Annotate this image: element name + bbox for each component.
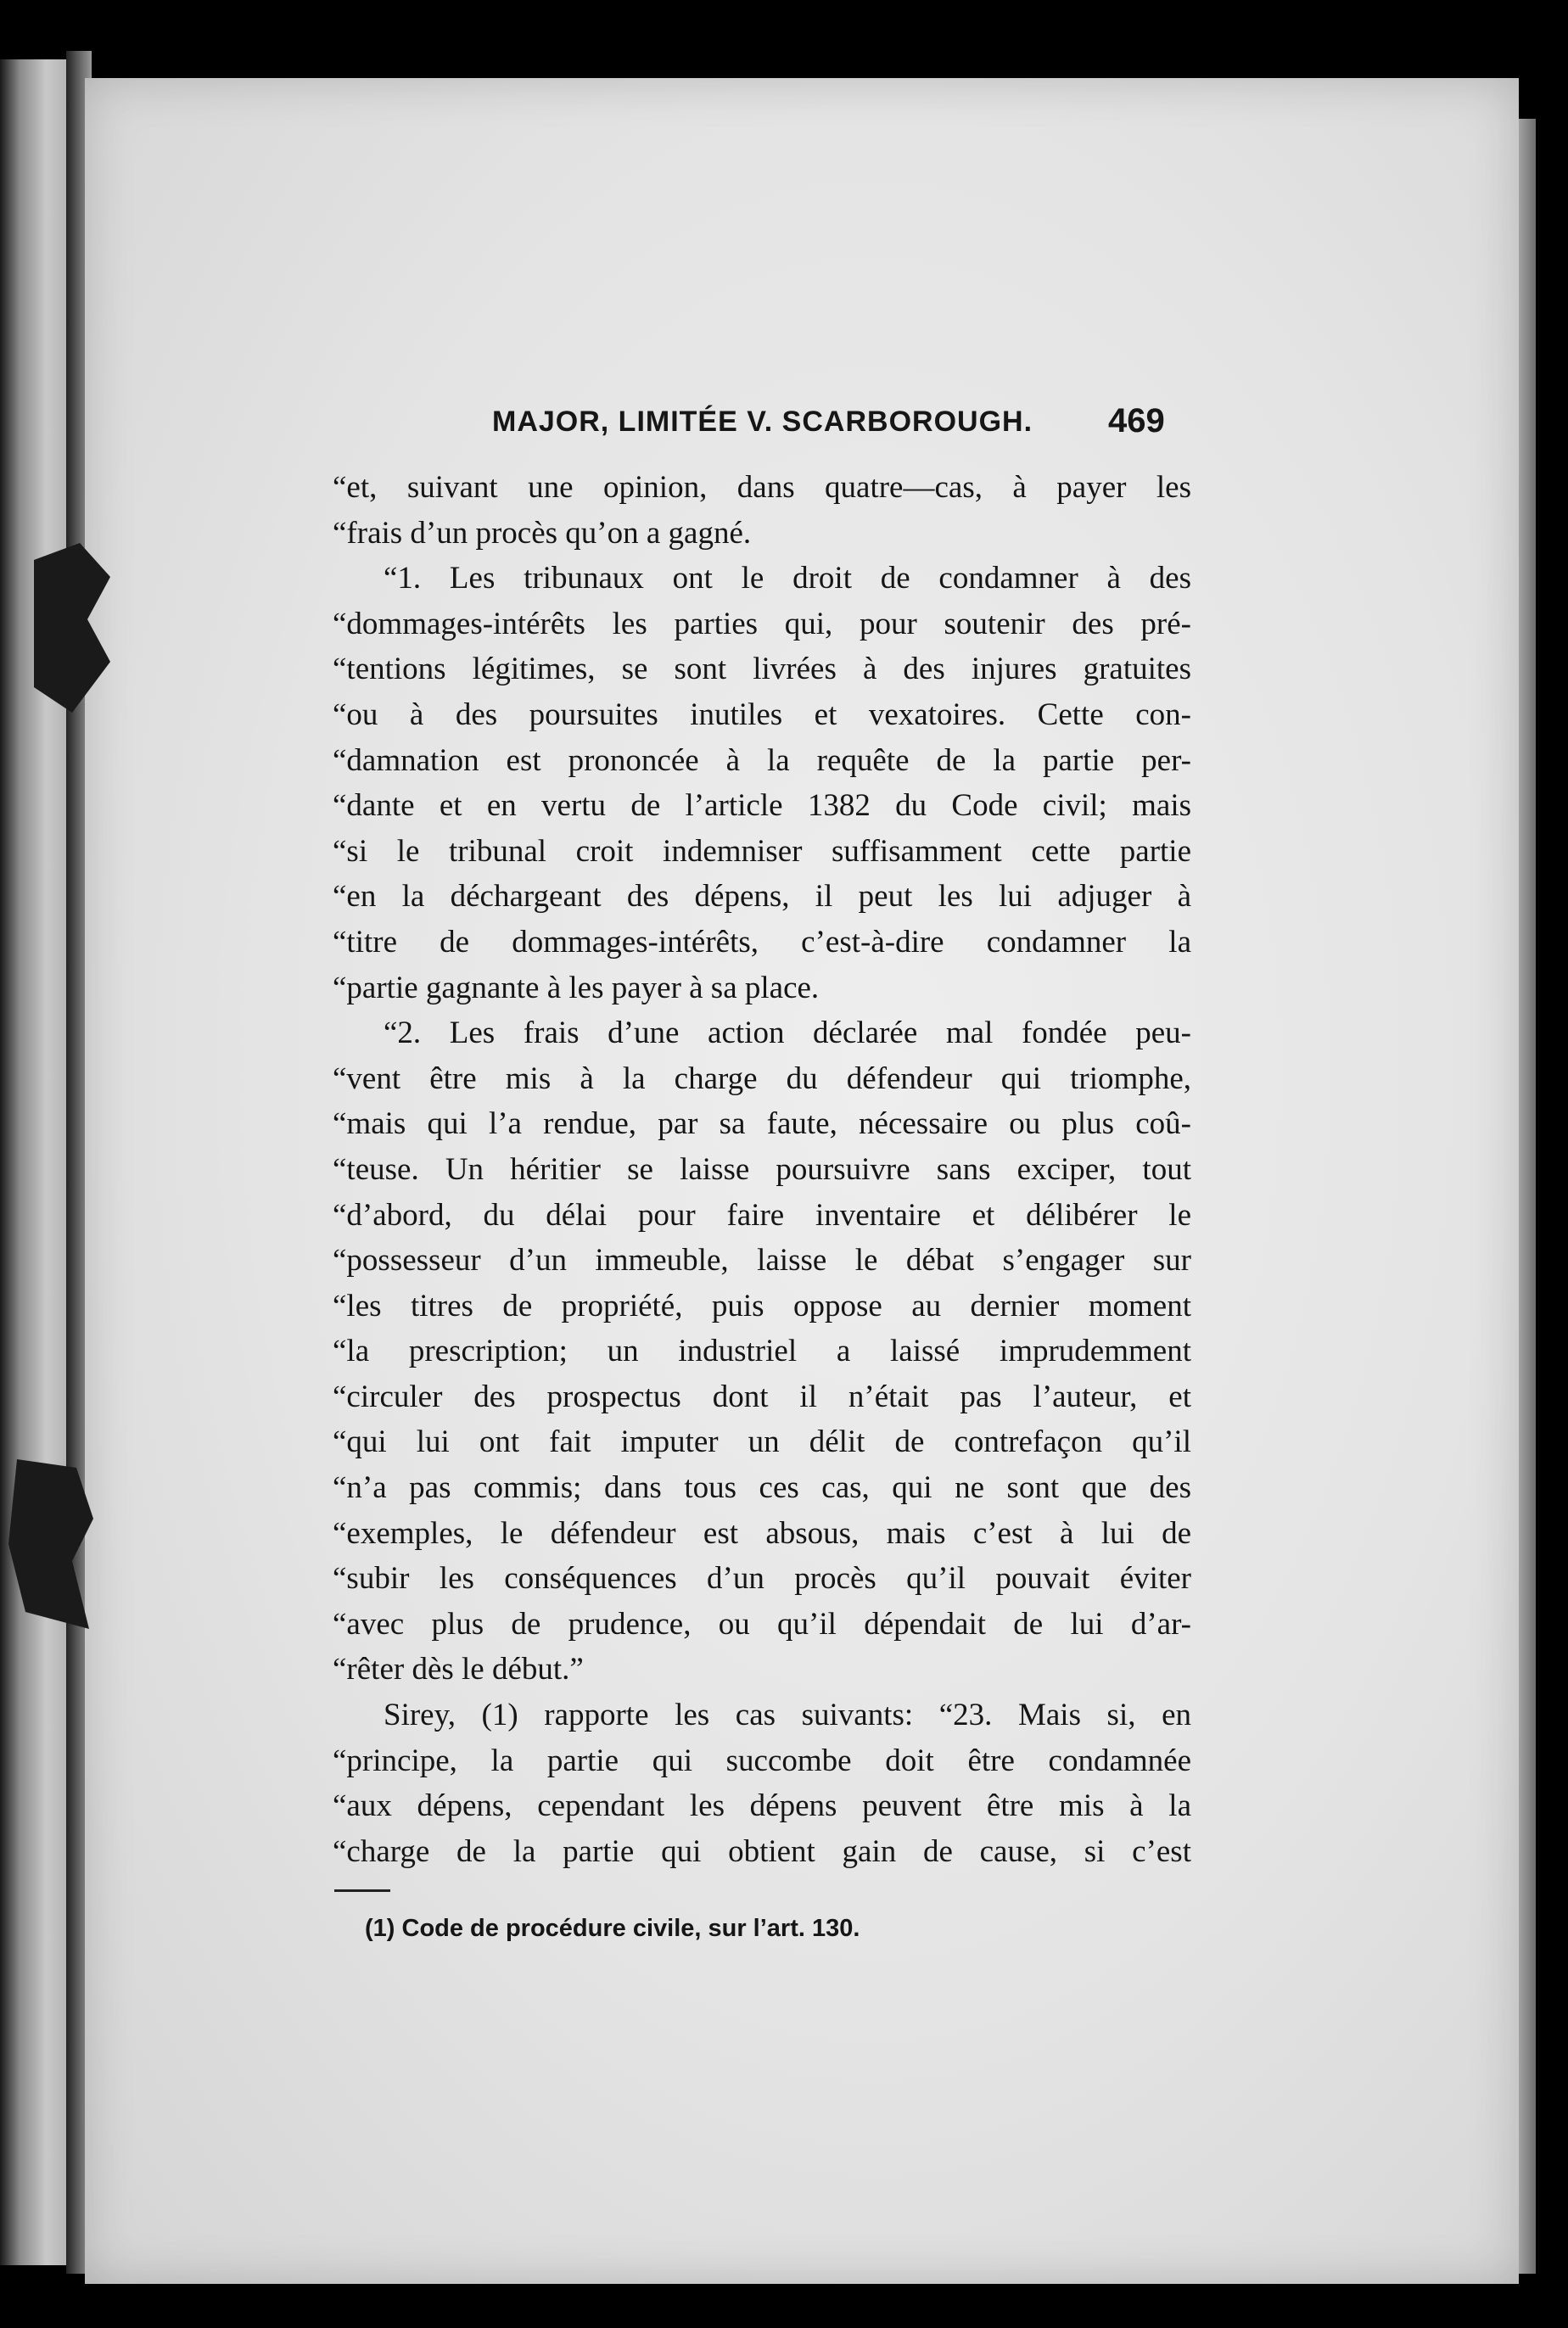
footnote-rule bbox=[334, 1889, 390, 1892]
text-line: “titre de dommages-intérêts, c’est-à-dire condamner la bbox=[333, 924, 1191, 960]
text-line: “subir les conséquences d’un procès qu’il pouvait éviter bbox=[333, 1561, 1191, 1597]
text-line: “exemples, le défendeur est absous, mais c’est à lui de bbox=[333, 1515, 1191, 1551]
text-line: “la prescription; un industriel a laissé imprudemment bbox=[333, 1334, 1191, 1369]
footnote: (1) Code de procédure civile, sur l’art. 130. bbox=[365, 1915, 860, 1943]
text-lines bbox=[333, 465, 1191, 1874]
text-line: “charge de la partie qui obtient gain de cause, si c’est bbox=[333, 1833, 1191, 1869]
running-head: MAJOR, LIMITÉE V. SCARBOROUGH. bbox=[492, 406, 1033, 438]
body-text bbox=[333, 465, 1191, 1946]
text-line: “avec plus de prudence, ou qu’il dépendait de lui d’ar- bbox=[333, 1606, 1191, 1642]
text-line: “possesseur d’un immeuble, laisse le débat s’engager sur bbox=[333, 1243, 1191, 1279]
text-line: “rêter dès le début.” bbox=[333, 1652, 584, 1687]
text-line: “frais d’un procès qu’on a gagné. bbox=[333, 515, 752, 551]
text-line: “damnation est prononcée à la requête de la partie per- bbox=[333, 742, 1191, 778]
text-line: “les titres de propriété, puis oppose au dernier moment bbox=[333, 1288, 1191, 1323]
text-line: “en la déchargeant des dépens, il peut les lui adjuger à bbox=[333, 879, 1191, 915]
text-line: Sirey, (1) rapporte les cas suivants: “23. Mais si, en bbox=[384, 1698, 1191, 1733]
text-line: “et, suivant une opinion, dans quatre—cas, à payer les bbox=[333, 470, 1191, 505]
text-line: “partie gagnante à les payer à sa place. bbox=[333, 970, 820, 1005]
text-line: “1. Les tribunaux ont le droit de condamner à des bbox=[384, 561, 1191, 596]
text-line: “n’a pas commis; dans tous ces cas, qui ne sont que des bbox=[333, 1470, 1191, 1506]
text-line: “aux dépens, cependant les dépens peuvent être mis à la bbox=[333, 1788, 1191, 1824]
text-line: “principe, la partie qui succombe doit être condamnée bbox=[333, 1743, 1191, 1778]
page-number: 469 bbox=[1108, 402, 1165, 439]
text-line: “vent être mis à la charge du défendeur qui triomphe, bbox=[333, 1060, 1191, 1096]
text-line: “tentions légitimes, se sont livrées à des injures gratuites bbox=[333, 652, 1191, 687]
text-line: “d’abord, du délai pour faire inventaire et délibérer le bbox=[333, 1197, 1191, 1233]
text-line: “circuler des prospectus dont il n’était pas l’auteur, et bbox=[333, 1379, 1191, 1414]
text-line: “ou à des poursuites inutiles et vexatoires. Cette con- bbox=[333, 697, 1191, 732]
text-line: “dante et en vertu de l’article 1382 du Code civil; mais bbox=[333, 788, 1191, 824]
text-line: “2. Les frais d’une action déclarée mal fondée peu- bbox=[384, 1016, 1191, 1051]
text-line: “si le tribunal croit indemniser suffisamment cette partie bbox=[333, 833, 1191, 869]
text-line: “qui lui ont fait imputer un délit de contrefaçon qu’il bbox=[333, 1424, 1191, 1460]
text-line: “mais qui l’a rendue, par sa faute, nécessaire ou plus coû- bbox=[333, 1106, 1191, 1142]
text-line: “teuse. Un héritier se laisse poursuivre sans exciper, tout bbox=[333, 1151, 1191, 1187]
facing-page-edge bbox=[0, 59, 66, 2265]
text-line: “dommages-intérêts les parties qui, pour soutenir des pré- bbox=[333, 606, 1191, 641]
